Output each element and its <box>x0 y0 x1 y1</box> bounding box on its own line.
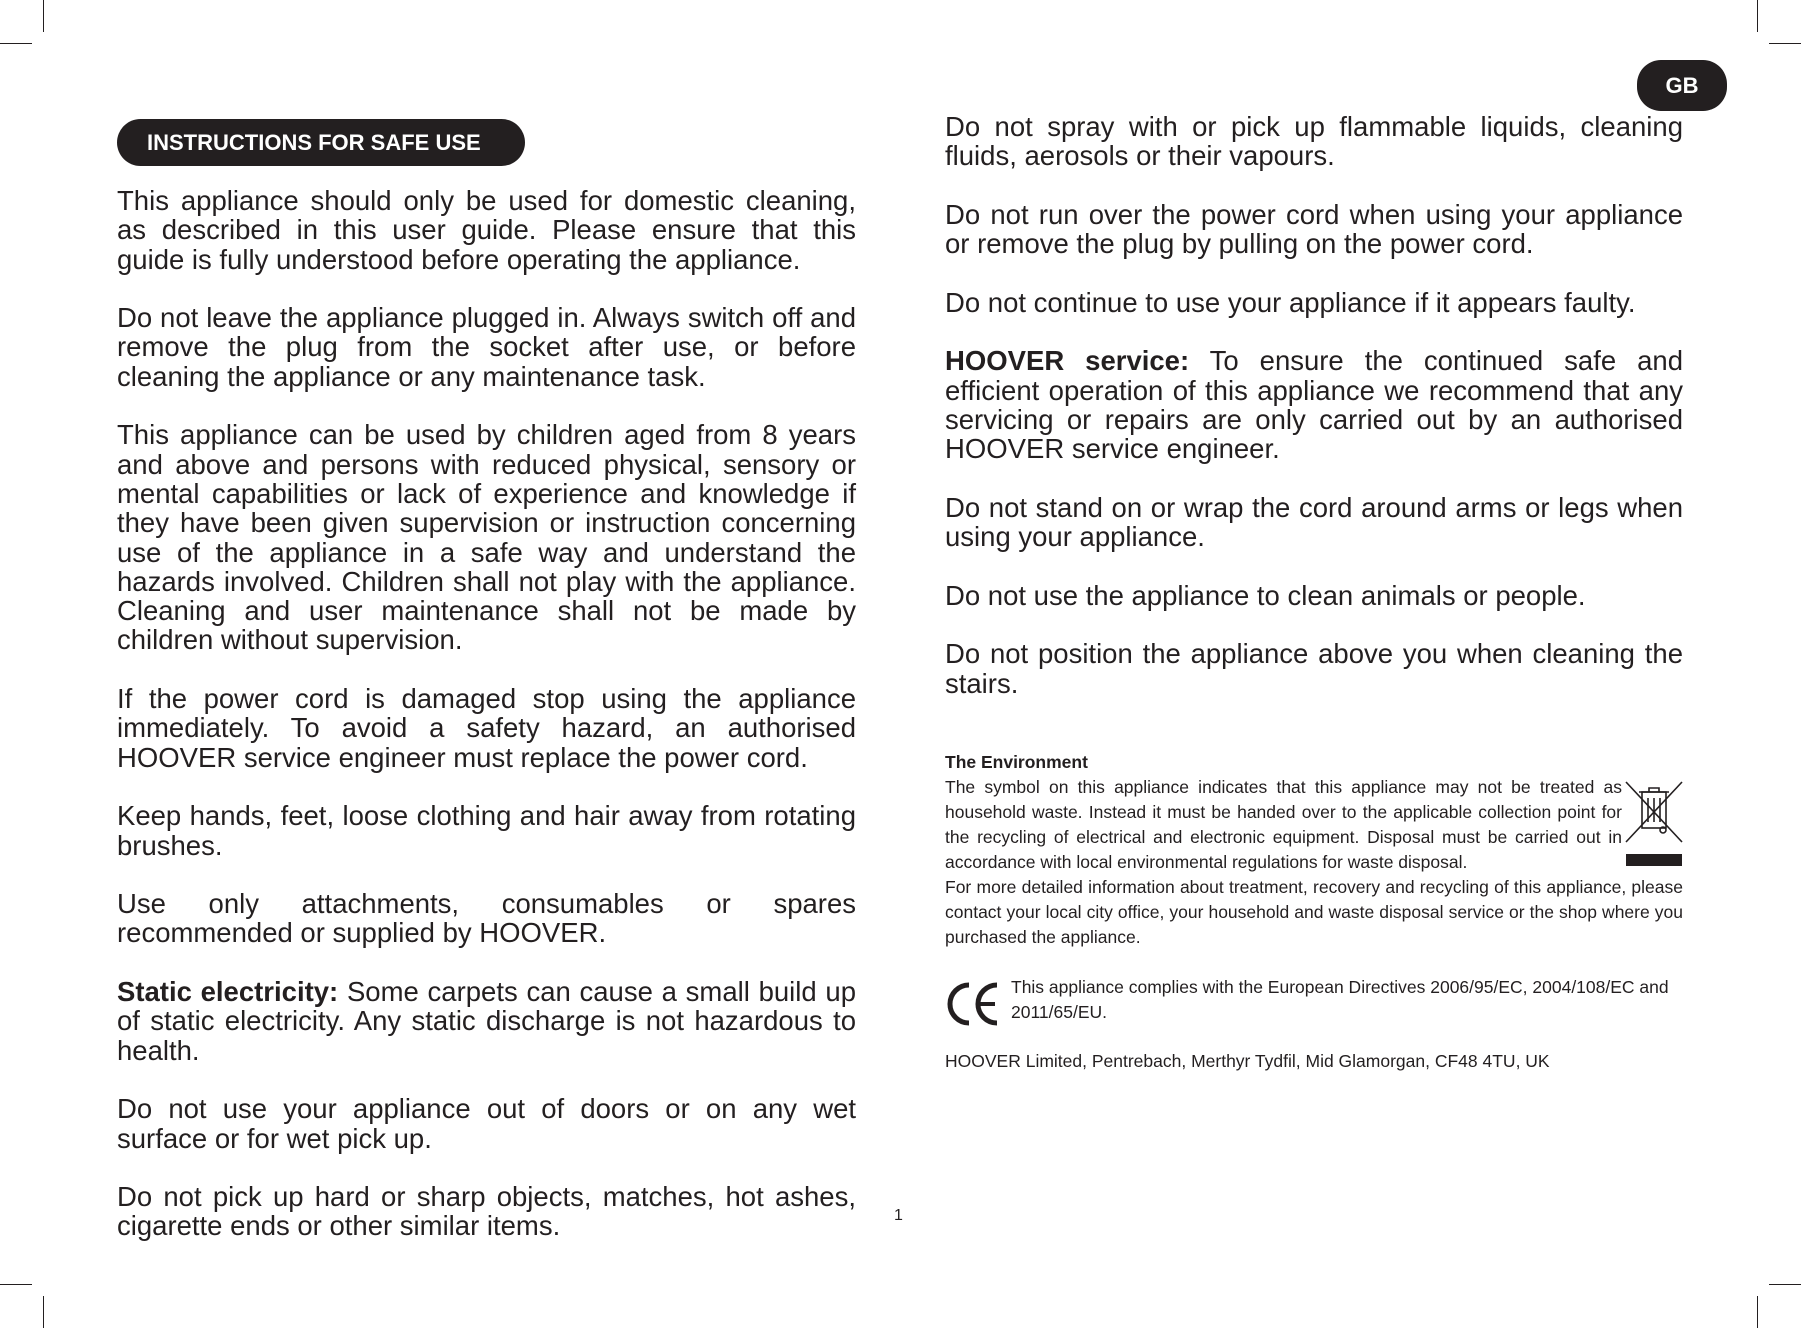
crop-mark <box>43 1296 44 1328</box>
safety-paragraph <box>117 1094 856 1153</box>
environment-text-more: For more detailed information about treatment, recovery and recycling of this appliance, please contact your local city office, your household and waste disposal service or the shop where you purchased the appliance. <box>945 877 1683 947</box>
safety-paragraph <box>117 1182 856 1241</box>
section-title: INSTRUCTIONS FOR SAFE USE <box>117 119 525 166</box>
paragraph-text: Use only attachments, consumables or spares recommended or supplied by HOOVER. <box>117 888 856 949</box>
paragraph-text: Some carpets can cause a small build up of static electricity. Any static discharge is not hazardous to health. <box>117 976 856 1066</box>
crop-mark <box>1757 0 1758 32</box>
compliance-text: This appliance complies with the European Directives 2006/95/EC, 2004/108/EC and 2011/65/EU. <box>1011 977 1669 1022</box>
ce-mark-icon <box>945 981 1001 1027</box>
safety-paragraph <box>945 346 1683 463</box>
safety-paragraph <box>117 186 856 274</box>
safety-paragraph <box>945 112 1683 171</box>
crop-mark <box>0 43 32 44</box>
right-column <box>945 112 1683 727</box>
paragraph-text: This appliance can be used by children aged from 8 years and above and persons with reduced physical, sensory or mental capabilities or lack of experience and knowledge if they have been given supervision or instruction concerning use of the appliance in a safe way and understand the hazards involved. Children shall not play with the appliance. Cleaning and user maintenance shall not be made by children without supervision. <box>117 419 856 656</box>
paragraph-text: If the power cord is damaged stop using the appliance immediately. To avoid a safety hazard, an authorised HOOVER service engineer must replace the power cord. <box>117 683 856 773</box>
crop-mark <box>1757 1296 1758 1328</box>
paragraph-text: Do not pick up hard or sharp objects, matches, hot ashes, cigarette ends or other similar items. <box>117 1181 856 1242</box>
safety-paragraph <box>945 581 1683 610</box>
paragraph-text: Do not run over the power cord when using your appliance or remove the plug by pulling on the power cord. <box>945 198 1683 260</box>
safety-paragraph <box>117 684 856 772</box>
crop-mark <box>0 1284 32 1285</box>
paragraph-text: To ensure the continued safe and efficient operation of this appliance we recommend that any servicing or repairs are only carried out by an authorised HOOVER service engineer. <box>945 345 1683 465</box>
safety-paragraph <box>945 200 1683 259</box>
safety-paragraph <box>117 303 856 391</box>
safety-paragraph <box>117 889 856 948</box>
safety-paragraph <box>945 639 1683 698</box>
paragraph-text: Do not stand on or wrap the cord around arms or legs when using your appliance. <box>945 491 1683 553</box>
crop-mark <box>1769 43 1801 44</box>
page-number: 1 <box>894 1207 903 1224</box>
paragraph-text: This appliance should only be used for domestic cleaning, as described in this user guide. Please ensure that this guide is fully understood before operating the appliance. <box>117 185 856 275</box>
paragraph-text: Do not use the appliance to clean animals or people. <box>945 579 1586 611</box>
paragraph-lead: Static electricity: <box>117 976 339 1008</box>
environment-section <box>945 750 1683 950</box>
compliance-section <box>945 975 1683 1025</box>
weee-crossed-bin-icon <box>1625 776 1683 868</box>
paragraph-text: Do not use your appliance out of doors or on any wet surface or for wet pick up. <box>117 1093 856 1154</box>
company-address: HOOVER Limited, Pentrebach, Merthyr Tydfil, Mid Glamorgan, CF48 4TU, UK <box>945 1051 1550 1071</box>
crop-mark <box>43 0 44 32</box>
paragraph-text: Do not spray with or pick up flammable liquids, cleaning fluids, aerosols or their vapours. <box>945 111 1683 172</box>
crop-mark <box>1769 1284 1801 1285</box>
environment-heading: The Environment <box>945 752 1088 772</box>
language-badge: GB <box>1637 60 1727 111</box>
environment-text: The symbol on this appliance indicates that this appliance may not be treated as household waste. Instead it must be handed over to the applicable collection point for the recycling of electrical and electronic equipment. Disposal must be carried out in accordance with local environmental regulations for waste disposal. <box>945 777 1622 872</box>
paragraph-text: Do not leave the appliance plugged in. Always switch off and remove the plug from the socket after use, or before cleaning the appliance or any maintenance task. <box>117 302 856 392</box>
paragraph-lead: HOOVER service: <box>945 345 1190 377</box>
safety-paragraph <box>117 801 856 860</box>
paragraph-text: Do not position the appliance above you when cleaning the stairs. <box>945 638 1683 699</box>
paragraph-text: Do not continue to use your appliance if it appears faulty. <box>945 286 1636 318</box>
safety-paragraph <box>945 493 1683 552</box>
safety-paragraph <box>117 420 856 654</box>
safety-paragraph <box>117 977 856 1065</box>
left-column <box>117 186 856 1270</box>
paragraph-text: Keep hands, feet, loose clothing and hair away from rotating brushes. <box>117 800 856 861</box>
safety-paragraph <box>945 288 1683 317</box>
